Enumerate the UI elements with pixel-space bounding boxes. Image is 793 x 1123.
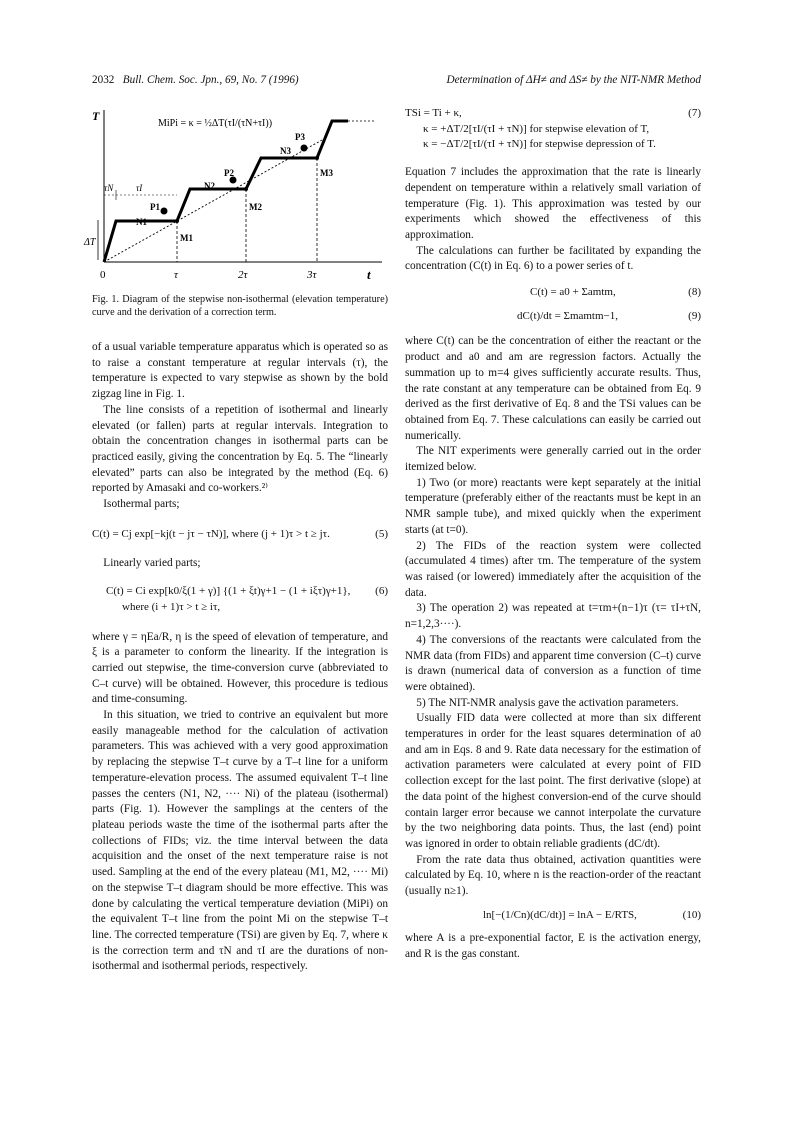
label-P1: P1 [150,202,160,212]
label-N2: N2 [204,181,215,191]
equation-7-case-a: κ = +ΔT/2[τI/(τI + τN)] for stepwise elevation of T, [423,122,650,135]
point-M2-marker [244,187,248,191]
equation-6-body: C(t) = Ci exp[k0/ξ(1 + γ)] {(1 + ξt)γ+1 − (1 + iξτ)γ+1}, [106,585,351,598]
equation-9 [405,309,701,325]
equation-8 [405,285,701,301]
right-paragraph-4: The NIT experiments were generally carried out in the order itemized below. [405,445,701,474]
figure-1 [84,100,388,290]
equation-6-number: (6) [375,585,388,598]
left-paragraph-6: In this situation, we tried to contrive an equivalent but more easily manageable method for the calculation of activation parameters. This was achieved with a very good approximation by replacing the stepwise T–t curve by a T–t line for a uniform temperature-elevation process. The assumed equivalent T–t line passes the centers (N1, N2, ···· Ni) of the plateau (isothermal) parts (Fig. 1). However the samplings at the centers of the plateau periods waste the time of the isothermal parts after the collections of FIDs; viz. the time interval between the data acquisition and the onset of the next temperature raise is not used. Sampling at the end of the every plateau (M1, M2, ···· Mi) on the stepwise T–t diagram should be more effective. This was done by calculating the vertical temperature deviation (MiPi) on the equivalent T–t line from the point Mi on the stepwise T–t line. The corrected temperature (TSi) are given by Eq. 7, where κ is the correction term and τN and τI are the durations of non-isothermal and isothermal periods, respectively. [92,709,388,973]
running-title: Determination of ΔH≠ and ΔS≠ by the NIT-NMR Method [446,74,701,86]
label-N3: N3 [280,146,291,156]
equation-10-number: (10) [682,908,701,921]
equation-5 [92,527,388,543]
tick-3tau: 3τ [307,269,317,281]
left-paragraph-5: where γ = ηEa/R, η is the speed of elevation of temperature, and ξ is a parameter to conform the linearity. If the integration is carried out stepwise, the time-conversion curve (abbreviated to C–t curve) will be obtained. However, this procedure is tedious and time-consuming. [92,630,388,706]
equation-10-body: ln[−(1/Cn)(dC/dt)] = lnA − E/RTS, [483,908,637,921]
correction-formula: MiPi = κ = ½ΔT(τI/(τN+τI)) [158,118,273,129]
equation-7-case-b: κ = −ΔT/2[τI/(τI + τN)] for stepwise depression of T. [423,138,656,151]
label-P3: P3 [295,132,305,142]
tick-tau: τ [174,269,178,281]
tau-I-label: τI [136,183,143,193]
right-paragraph-3: where C(t) can be the concentration of either the reactant or the product and a0 and am are regression factors. Actually the summation up to m=4 gives sufficiently accurate results. Thus, the rate constant at any temperature can be obtained from Eq. 9 derived as the first derivative of Eq. 8 and the TSi values can be obtained from Eq. 7. These calculations can easily be carried out numerically. [405,335,701,442]
left-paragraph-2: The line consists of a repetition of isothermal and linearly elevated (or fallen) parts at regular intervals. Integration to obtain the concentration changes in isothermal parts can be practiced easily, giving the concentration by Eq. 5. The “linearly elevated” parts can also be integrated by the method (Eq. 6) reported by Amasaki and co-workers.²⁾ [92,403,388,495]
right-paragraph-5: Usually FID data were collected at more than six different temperatures in order for the least squares determination of a0 and am in Eqs. 8 and 9. Rate data necessary for the estimation of activation parameters were calculated at every point of FID collection except for the last point. The first derivative (slope) at the data point of the highest conversion-end of the curve should contain larger error because we cannot interpolate the curvature by the two neighboring data points. Thus, the last (end) point was ignored in order to obtain reliable gradients (dC/dt). [405,712,701,850]
label-P2: P2 [224,168,234,178]
page-header-left [92,74,299,86]
left-column [92,340,388,975]
axis-label-T: T [92,109,100,123]
label-M1: M1 [180,233,193,243]
equivalent-line [104,140,322,262]
delta-T-label: ΔT [84,237,96,248]
right-column [405,106,701,963]
label-N1: N1 [136,217,147,227]
label-M2: M2 [249,202,262,212]
equation-6-where: where (i + 1)τ > t ≥ iτ, [122,600,221,613]
left-paragraph-4: Linearly varied parts; [103,557,201,570]
equation-9-body: dC(t)/dt = Σmamtm−1, [517,309,618,322]
left-paragraph-3: Isothermal parts; [103,498,180,511]
step-2: 2) The FIDs of the reaction system were collected (accumulated 4 times) after τm. The temperature of the system was raised (or lowered) immediately after the acquisition of the data. [405,539,701,599]
equation-7-body: TSi = Ti + κ, [405,107,462,119]
equation-5-body: C(t) = Cj exp[−kj(t − jτ − τN)], where (j + 1)τ > t ≥ jτ. [92,527,330,540]
equation-5-number: (5) [375,527,388,540]
figure-caption: Fig. 1. Diagram of the stepwise non-isothermal (elevation temperature) curve and the derivation of a correction term. [92,294,388,318]
tau-N-label: τN [104,183,114,193]
stepwise-temperature-diagram [84,100,388,290]
left-paragraph-1: of a usual variable temperature apparatus which is operated so as to raise a constant temperature at regular intervals (τ), the temperature is expected to vary stepwise as shown by the bold zigzag line in Fig. 1. [92,341,388,401]
right-paragraph-6: From the rate data thus obtained, activation quantities were calculated by Eq. 10, where n is the reaction-order of the reactant (usually n≥1). [405,853,701,898]
equation-8-number: (8) [688,286,701,299]
equation-7 [405,106,701,122]
right-paragraph-1: Equation 7 includes the approximation that the rate is linearly dependent on temperature within a relatively small variation of temperature (Fig. 1). This approximation was tested by our experiments which showed the effectiveness of this approximation. [405,166,701,241]
step-1: 1) Two (or more) reactants were kept separately at the initial temperature (preferably either of the reactants must be kept in an NMR sample tube), and mixed quickly when the experiment starts (at t=0). [405,476,701,536]
tick-0: 0 [100,269,106,281]
equation-8-body: C(t) = a0 + Σamtm, [530,286,616,299]
right-paragraph-2: The calculations can further be facilitated by expanding the concentration (C(t) in Eq. 6) to a power series of t. [405,244,701,273]
step-3: 3) The operation 2) was repeated at t=τm+(n−1)τ (τ= τI+τN, n=1,2,3····). [405,602,701,631]
step-4: 4) The conversions of the reactants were calculated from the NMR data (from FIDs) and apparent time conversion (C–t) curve is drawn (numerical data of conversion as a function of time were obtained). [405,633,701,693]
point-M1-marker [175,219,179,223]
equation-6-where-row [92,600,388,616]
label-M3: M3 [320,168,333,178]
equation-10 [405,908,701,924]
point-P1 [161,208,168,215]
equation-7-number: (7) [688,107,701,119]
journal-citation: Bull. Chem. Soc. Jpn., 69, No. 7 (1996) [122,74,299,86]
right-paragraph-7: where A is a pre-exponential factor, E is the activation energy, and R is the gas constant. [405,932,701,961]
axis-label-t: t [367,267,371,282]
point-P3 [301,145,308,152]
tick-2tau: 2τ [238,269,248,281]
equation-9-number: (9) [688,309,701,322]
page-number: 2032 [92,74,115,86]
point-M3-marker [315,156,319,160]
equation-6 [92,584,388,600]
step-5: 5) The NIT-NMR analysis gave the activation parameters. [416,696,679,709]
